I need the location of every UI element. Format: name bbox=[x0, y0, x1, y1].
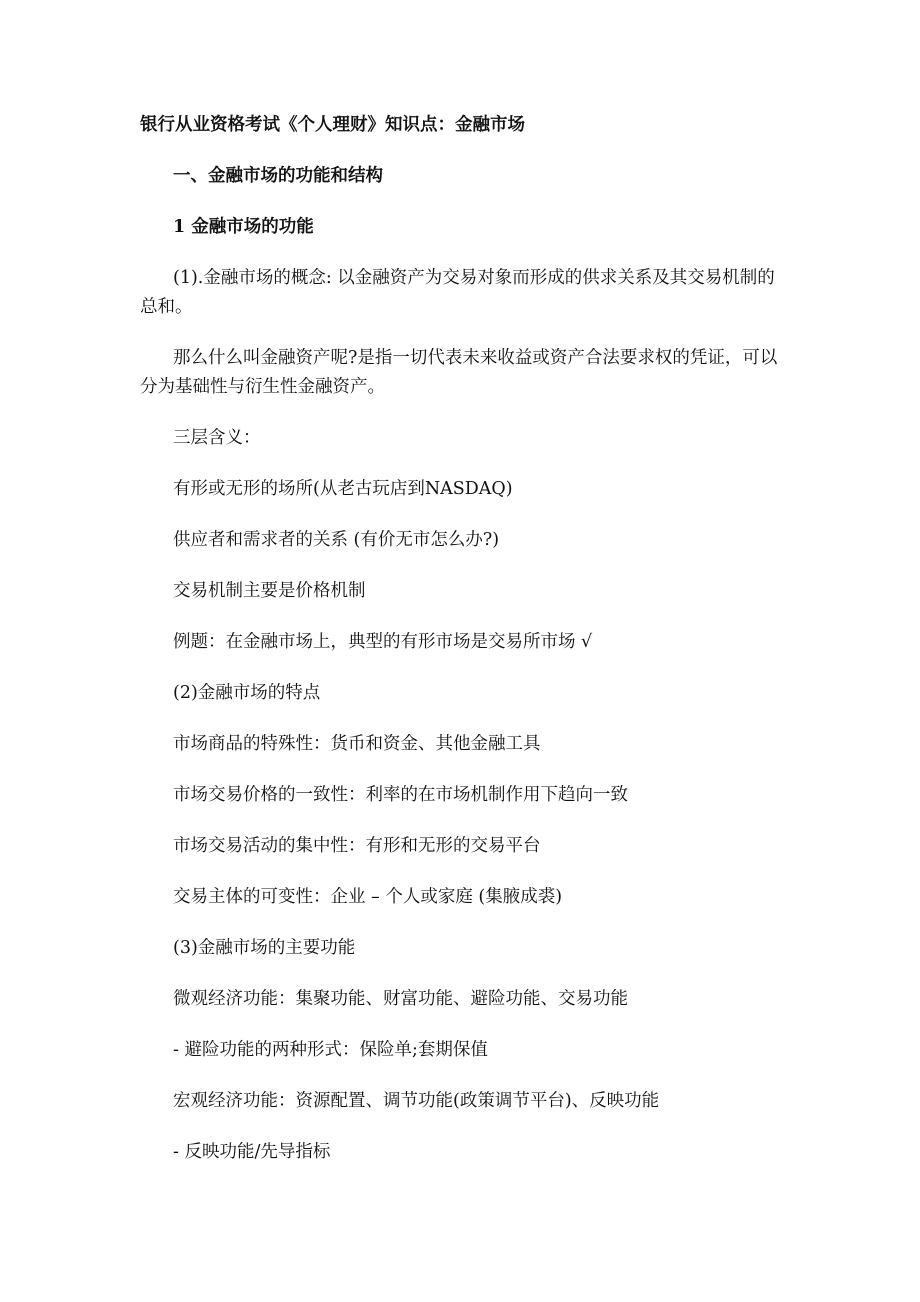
paragraph: 交易主体的可变性：企业 – 个人或家庭 (集腋成裘) bbox=[173, 887, 563, 907]
paragraph: 市场交易价格的一致性：利率的在市场机制作用下趋向一致 bbox=[173, 785, 628, 805]
section-heading: 一、金融市场的功能和结构 bbox=[173, 166, 383, 186]
paragraph: (3)金融市场的主要功能 bbox=[173, 938, 356, 958]
paragraph: 市场交易活动的集中性：有形和无形的交易平台 bbox=[173, 836, 541, 856]
paragraph: (2)金融市场的特点 bbox=[173, 683, 321, 703]
paragraph: - 反映功能/先导指标 bbox=[173, 1142, 331, 1162]
paragraph: 三层含义： bbox=[173, 428, 261, 448]
paragraph: - 避险功能的两种形式：保险单;套期保值 bbox=[173, 1040, 488, 1060]
paragraph: (1).金融市场的概念: 以金融资产为交易对象而形成的供求关系及其交易机制的总和。 bbox=[140, 268, 775, 317]
paragraph: 宏观经济功能：资源配置、调节功能(政策调节平台)、反映功能 bbox=[173, 1091, 660, 1111]
document-title: 银行从业资格考试《个人理财》知识点：金融市场 bbox=[140, 115, 525, 135]
paragraph: 供应者和需求者的关系 (有价无市怎么办?) bbox=[173, 530, 500, 550]
paragraph: 有形或无形的场所(从老古玩店到NASDAQ) bbox=[173, 479, 513, 499]
subsection-heading: 1 金融市场的功能 bbox=[173, 217, 314, 237]
paragraph: 市场商品的特殊性：货币和资金、其他金融工具 bbox=[173, 734, 541, 754]
paragraph: 微观经济功能：集聚功能、财富功能、避险功能、交易功能 bbox=[173, 989, 628, 1009]
paragraph: 交易机制主要是价格机制 bbox=[173, 581, 366, 601]
paragraph: 那么什么叫金融资产呢?是指一切代表未来收益或资产合法要求权的凭证，可以分为基础性与衍生性金融资产。 bbox=[140, 348, 778, 397]
document-body bbox=[140, 111, 788, 1189]
paragraph: 例题：在金融市场上，典型的有形市场是交易所市场 √ bbox=[173, 632, 593, 652]
